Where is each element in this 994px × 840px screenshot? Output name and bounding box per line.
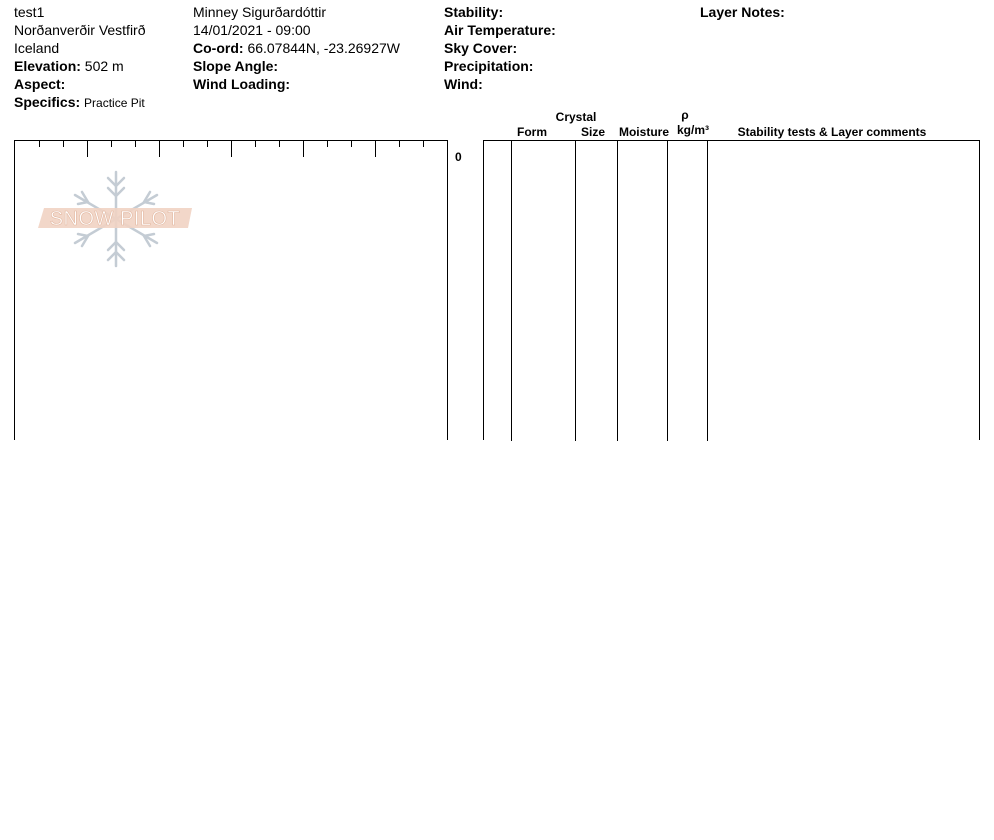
elevation-label: Elevation:: [14, 58, 81, 74]
observer-info: [193, 3, 400, 93]
wind-loading-row: [193, 75, 400, 93]
layer-notes: [700, 3, 785, 21]
form-header: Form: [517, 125, 547, 139]
hardness-tick: [111, 141, 112, 147]
stability-label: Stability:: [444, 4, 504, 20]
pit-region: Norðanverðir Vestfirð: [14, 22, 146, 38]
logo-text: SNOW PILOT: [49, 208, 181, 230]
hardness-tick: [207, 141, 208, 147]
hardness-tick: [327, 141, 328, 147]
snowpilot-logo: [36, 168, 196, 270]
crystal-header: Crystal: [555, 110, 597, 124]
conditions-info: [444, 3, 556, 93]
wind-loading-label: Wind Loading:: [193, 76, 291, 92]
column-divider: [617, 141, 618, 441]
aspect-row: [14, 75, 146, 93]
column-divider: [575, 141, 576, 441]
specifics-row: [14, 93, 146, 111]
precipitation-label: Precipitation:: [444, 58, 534, 74]
coord-row: [193, 39, 400, 57]
hardness-tick: [39, 141, 40, 147]
moisture-header: Moisture: [618, 125, 669, 139]
hardness-tick: [87, 141, 88, 157]
hardness-tick: [135, 141, 136, 147]
hardness-tick: [183, 141, 184, 147]
coord-value: 66.07844N, -23.26927W: [247, 40, 400, 56]
hardness-tick: [63, 141, 64, 147]
hardness-tick: [303, 141, 304, 157]
wind-label: Wind:: [444, 76, 483, 92]
hardness-tick: [255, 141, 256, 147]
sky-cover-label: Sky Cover:: [444, 40, 518, 56]
layer-notes-label: Layer Notes:: [700, 4, 785, 20]
layer-table: [483, 140, 980, 440]
hardness-tick: [351, 141, 352, 147]
observer-name: Minney Sigurðardóttir: [193, 4, 327, 20]
elevation-row: [14, 57, 146, 75]
pit-name: test1: [14, 4, 45, 20]
hardness-tick: [279, 141, 280, 147]
column-divider: [707, 141, 708, 441]
hardness-tick: [159, 141, 160, 157]
pit-country: Iceland: [14, 40, 60, 56]
observation-datetime: 14/01/2021 - 09:00: [193, 22, 311, 38]
coord-label: Co-ord:: [193, 40, 244, 56]
aspect-label: Aspect:: [14, 76, 66, 92]
hardness-tick: [231, 141, 232, 157]
specifics-label: Specifics:: [14, 94, 81, 110]
density-unit-header: kg/m³: [676, 123, 709, 137]
slope-label: Slope Angle:: [193, 58, 279, 74]
column-divider: [667, 141, 668, 441]
hardness-tick: [423, 141, 424, 147]
pit-info: [14, 3, 146, 111]
hardness-tick: [375, 141, 376, 157]
column-divider: [511, 141, 512, 441]
size-header: Size: [580, 125, 605, 139]
slope-row: [193, 57, 400, 75]
stability-comments-header: Stability tests & Layer comments: [737, 125, 927, 139]
density-rho-header: ρ: [681, 108, 689, 122]
depth-zero-label: 0: [455, 150, 462, 164]
specifics-value: Practice Pit: [84, 96, 145, 110]
hardness-tick: [399, 141, 400, 147]
air-temp-label: Air Temperature:: [444, 22, 556, 38]
elevation-value: 502 m: [84, 58, 124, 74]
